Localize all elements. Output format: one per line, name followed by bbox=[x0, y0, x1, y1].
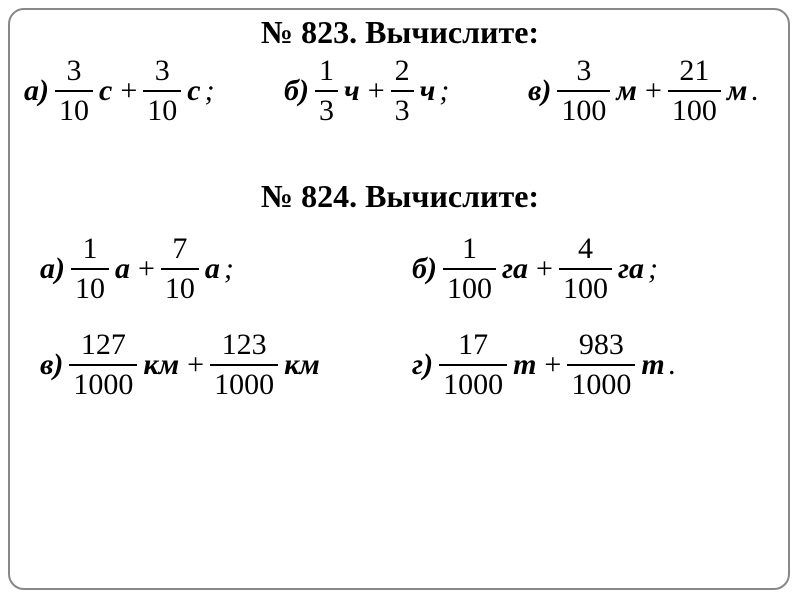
variable: км bbox=[143, 348, 180, 381]
variable: га bbox=[617, 252, 645, 285]
expr-823-a bbox=[24, 56, 215, 126]
denominator: 100 bbox=[443, 268, 496, 304]
fraction bbox=[71, 234, 109, 304]
terminator: . bbox=[751, 74, 759, 107]
denominator: 3 bbox=[315, 90, 338, 126]
expr-823-b bbox=[284, 56, 449, 126]
plus-sign: + bbox=[644, 74, 662, 107]
denominator: 10 bbox=[71, 268, 109, 304]
expr-823-v bbox=[528, 56, 759, 126]
fraction bbox=[668, 56, 721, 126]
variable: с bbox=[187, 74, 201, 107]
fraction bbox=[443, 234, 496, 304]
denominator: 100 bbox=[559, 268, 612, 304]
terminator: ; bbox=[439, 74, 450, 107]
fraction bbox=[557, 56, 610, 126]
denominator: 1000 bbox=[439, 364, 507, 400]
plus-sign: + bbox=[544, 348, 562, 381]
variable: а bbox=[204, 252, 220, 285]
terminator: ; bbox=[204, 74, 215, 107]
denominator: 3 bbox=[391, 90, 414, 126]
item-label: г) bbox=[412, 348, 434, 381]
numerator: 983 bbox=[578, 328, 624, 361]
denominator: 100 bbox=[668, 90, 721, 126]
denominator: 100 bbox=[557, 90, 610, 126]
numerator: 1 bbox=[318, 54, 334, 87]
plus-sign: + bbox=[120, 74, 138, 107]
denominator: 10 bbox=[143, 90, 181, 126]
fraction bbox=[143, 56, 181, 126]
variable: т bbox=[641, 348, 665, 381]
expr-824-g bbox=[412, 330, 676, 400]
variable: га bbox=[501, 252, 529, 285]
expr-824-v bbox=[40, 330, 324, 400]
numerator: 3 bbox=[66, 54, 82, 87]
variable: м bbox=[726, 74, 748, 107]
denominator: 1000 bbox=[210, 364, 278, 400]
fraction bbox=[439, 330, 507, 400]
title-824: № 824. Вычислите: bbox=[260, 178, 540, 214]
numerator: 123 bbox=[221, 328, 267, 361]
terminator: ; bbox=[648, 252, 659, 285]
item-label: б) bbox=[284, 74, 309, 107]
variable: т bbox=[513, 348, 537, 381]
variable: ч bbox=[343, 74, 360, 107]
numerator: 127 bbox=[80, 328, 126, 361]
terminator: . bbox=[668, 348, 677, 381]
expr-824-a bbox=[40, 234, 234, 304]
denominator: 1000 bbox=[69, 364, 137, 400]
plus-sign: + bbox=[187, 348, 205, 381]
numerator: 1 bbox=[461, 232, 477, 265]
fraction bbox=[315, 56, 338, 126]
fraction bbox=[210, 330, 278, 400]
fraction bbox=[391, 56, 414, 126]
item-label: а) bbox=[40, 252, 65, 285]
denominator: 10 bbox=[55, 90, 93, 126]
fraction bbox=[161, 234, 199, 304]
terminator: ; bbox=[223, 252, 234, 285]
plus-sign: + bbox=[367, 74, 385, 107]
title-823: № 823. Вычислите: bbox=[260, 14, 540, 50]
numerator: 3 bbox=[154, 54, 170, 87]
numerator: 4 bbox=[577, 232, 593, 265]
variable: км bbox=[284, 348, 320, 381]
variable: а bbox=[115, 252, 130, 285]
numerator: 3 bbox=[576, 54, 592, 87]
variable: с bbox=[99, 74, 113, 107]
denominator: 1000 bbox=[567, 364, 635, 400]
variable: м bbox=[616, 74, 637, 107]
plus-sign: + bbox=[138, 252, 155, 285]
expr-824-b bbox=[412, 234, 658, 304]
numerator: 2 bbox=[394, 54, 410, 87]
item-label: а) bbox=[24, 74, 49, 107]
plus-sign: + bbox=[536, 252, 553, 285]
fraction bbox=[559, 234, 612, 304]
fraction bbox=[69, 330, 137, 400]
fraction bbox=[567, 330, 635, 400]
variable: ч bbox=[419, 74, 436, 107]
numerator: 7 bbox=[172, 232, 188, 265]
numerator: 17 bbox=[458, 328, 489, 361]
item-label: в) bbox=[528, 74, 552, 107]
denominator: 10 bbox=[161, 268, 199, 304]
item-label: б) bbox=[412, 252, 437, 285]
numerator: 21 bbox=[679, 54, 710, 87]
numerator: 1 bbox=[82, 232, 98, 265]
item-label: в) bbox=[40, 348, 64, 381]
fraction bbox=[55, 56, 93, 126]
